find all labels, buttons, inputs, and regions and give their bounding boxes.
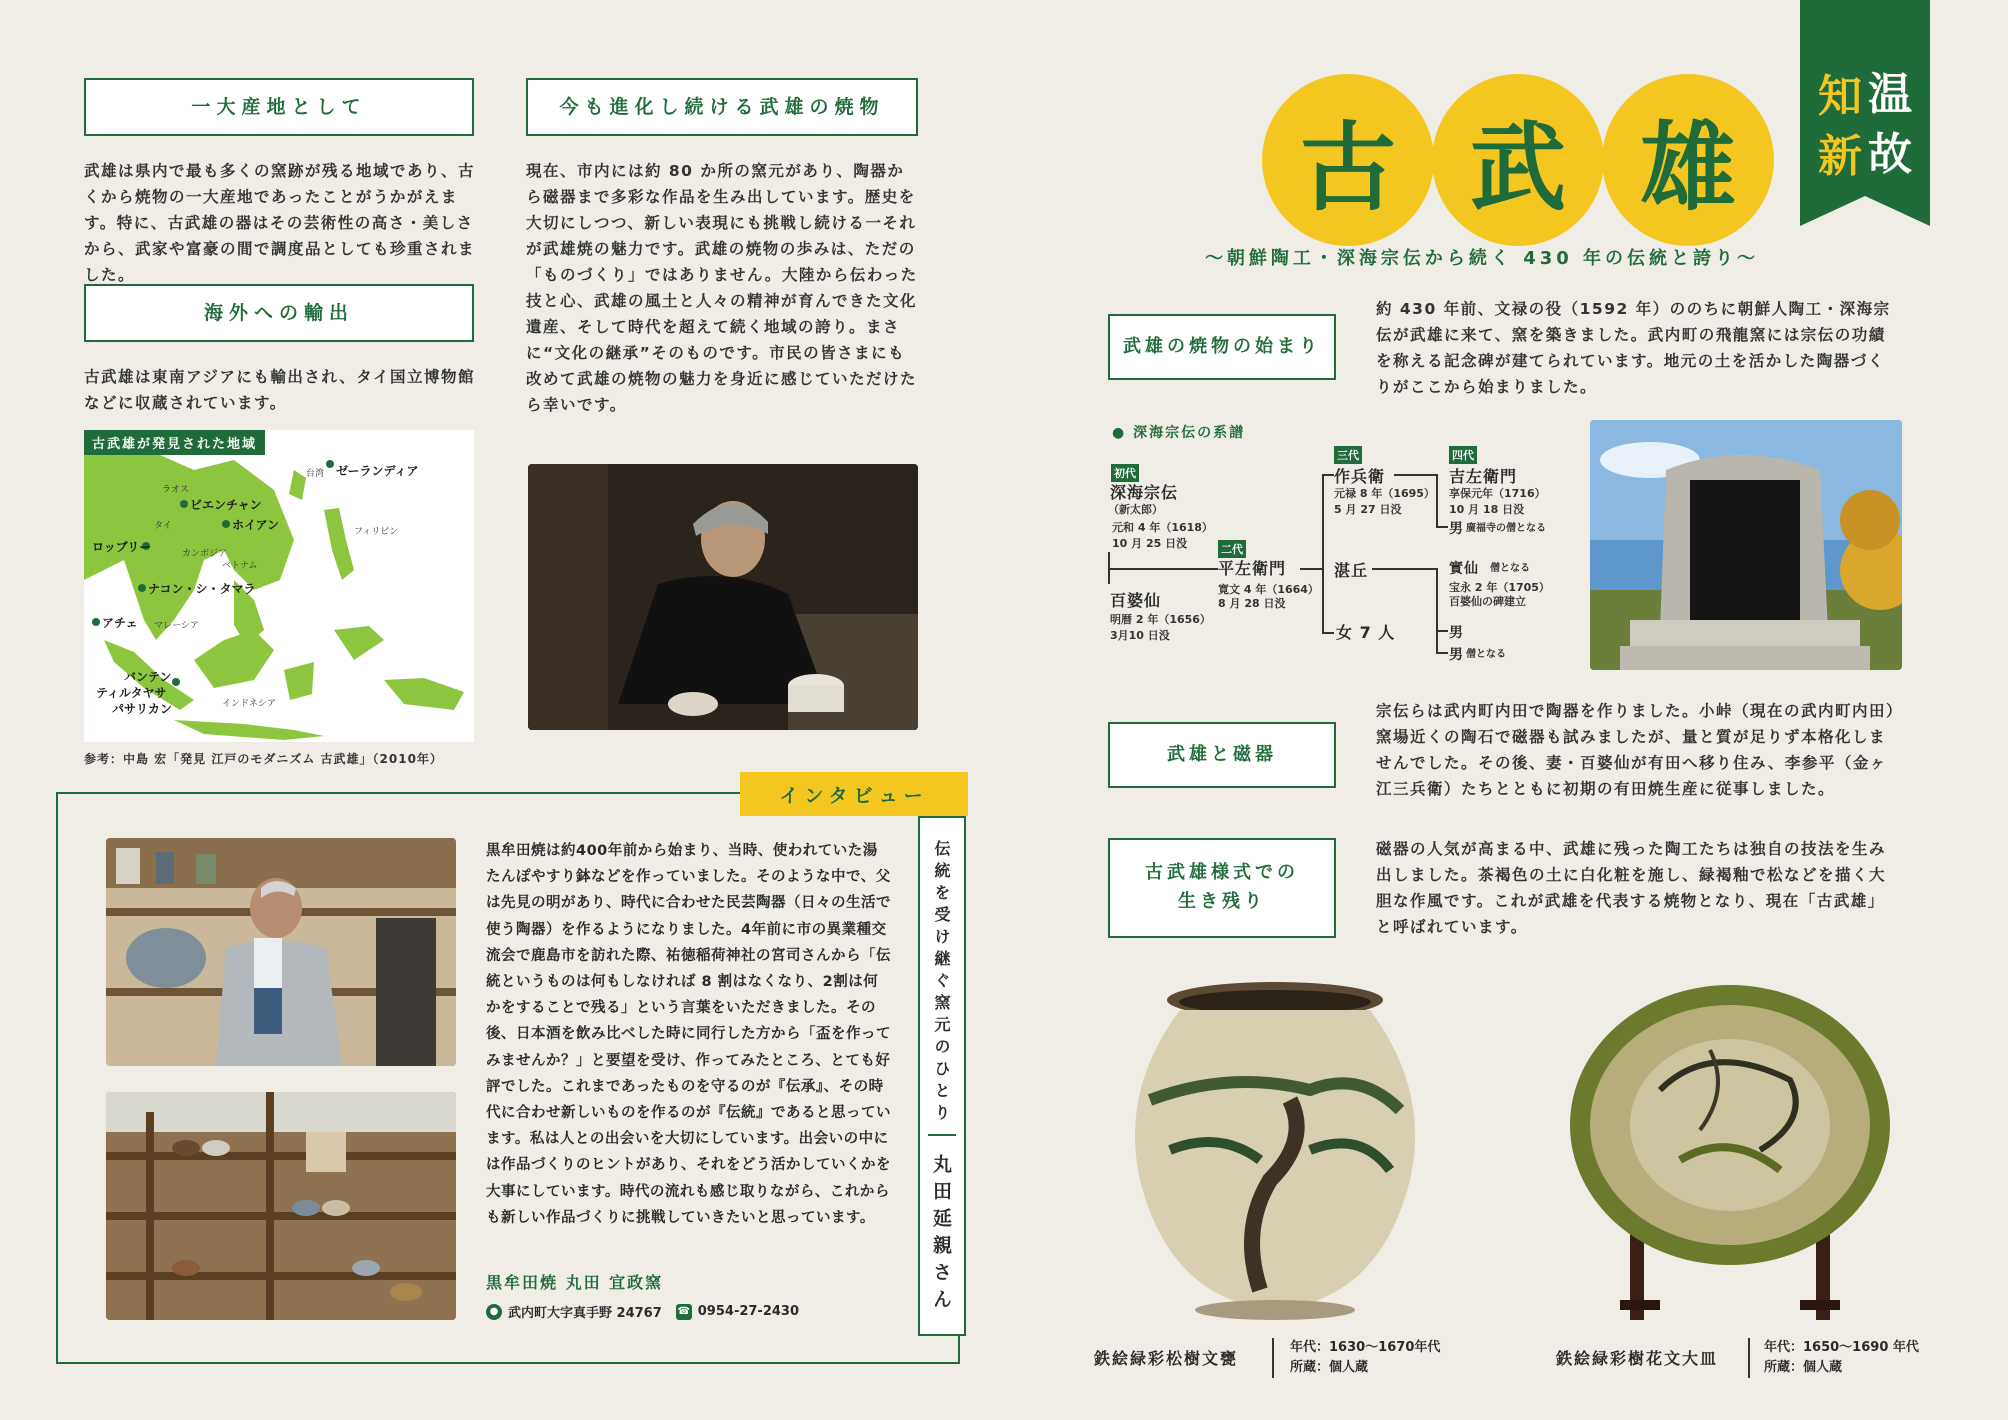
jissen-sub-1: 宝永 2 年（1705） <box>1449 581 1550 594</box>
genealogy-title <box>1112 422 1245 442</box>
badge-char-shin: 新 <box>1818 131 1862 182</box>
kichizaemon-sub-1: 享保元年（1716） <box>1449 487 1546 500</box>
map-label-banten: バンテン <box>124 670 172 684</box>
hyakubasen-sub-1: 明暦 2 年（1656） <box>1110 613 1211 626</box>
map-label-philippines: フィリピン <box>354 527 399 537</box>
tree-line-gen4-v-bottom <box>1436 568 1438 654</box>
badge-char-ko: 故 <box>1868 129 1912 180</box>
section-title-origin: 武雄の焼物の始まり <box>1108 314 1336 380</box>
map-label-zeelandia: ゼーランディア <box>336 464 419 478</box>
potter-photo <box>106 838 456 1066</box>
overseas-export-text: 古武雄は東南アジアにも輸出され、タイ国立博物館などに収蔵されています。 <box>84 368 476 412</box>
dish-graphic <box>1560 980 1900 1325</box>
hyakubasen-sub-2: 3月10 日没 <box>1110 629 1170 642</box>
map-dot-nakhon <box>138 584 146 592</box>
person-hyakubasen: 百婆仙 <box>1110 591 1162 610</box>
person-jissen: 實仙 <box>1449 561 1479 577</box>
pot-caption-owner: 所蔵：個人蔵 <box>1290 1360 1369 1375</box>
map-label-taiwan: 台湾 <box>306 469 325 479</box>
map-dot-hoian <box>222 520 230 528</box>
tree-line-gen4-v-top <box>1436 474 1438 526</box>
map-label-laos: ラオス <box>162 485 189 495</box>
person-otoko-1: 男 <box>1449 521 1464 537</box>
genealogy-bullet: ● <box>1112 425 1127 441</box>
map-label-pasarikan: パサリカン <box>112 702 172 716</box>
kiln-phone: 0954-27-2430 <box>697 1304 800 1319</box>
person-tanku: 湛丘 <box>1334 561 1369 580</box>
tree-line-sakubee-h <box>1394 474 1436 476</box>
gen-label-4: 四代 <box>1449 446 1477 464</box>
tree-line-sakubee <box>1322 474 1334 476</box>
map-label-tirtayasa: ティルタヤサ <box>96 686 167 700</box>
person-otoko-2: 男 <box>1449 625 1464 641</box>
otoko-1-note: 廣福寺の僧となる <box>1466 523 1546 534</box>
heizaemon-sub-1: 寛文 4 年（1664） <box>1218 583 1319 596</box>
side-banner-divider <box>928 1134 956 1136</box>
dish-caption-owner: 所蔵：個人蔵 <box>1764 1360 1843 1375</box>
badge-char-on: 温 <box>1868 69 1912 120</box>
soden-sub-3: 10 月 25 日没 <box>1112 537 1188 550</box>
title-char-2: 武 <box>1432 74 1604 246</box>
pot-image <box>1110 980 1440 1325</box>
pot-caption-divider <box>1272 1338 1274 1378</box>
section-title-major-production: 一大産地として <box>84 78 474 136</box>
otoko-3-note: 僧となる <box>1466 649 1506 660</box>
jissen-note: 僧となる <box>1490 563 1530 574</box>
porcelain-text: 宗伝らは武内町内田で陶器を作りました。小峠（現在の武内町内田）窯場近くの陶石で磁器も試みましたが、量と質が足りず本格化しませんでした。その後、妻・百婆仙が有田へ移り住み、李参平（金ヶ江三兵衛）たちとともに初期の有田焼生産に従事しました。 <box>1376 702 1896 798</box>
title-char-3: 雄 <box>1602 74 1774 246</box>
major-production-text: 武雄は県内で最も多くの窯跡が残る地域であり、古くから焼物の一大産地であったことがうかがえます。特に、古武雄の器はその芸術性の高さ・美しさから、武家や富豪の間で調度品としても珍重されました。 <box>84 162 476 284</box>
pot-graphic <box>1110 980 1440 1325</box>
potter-photo-graphic <box>106 838 456 1066</box>
map-label-thailand: タイ <box>154 521 172 531</box>
evolving-text: 現在、市内には約 80 か所の窯元があり、陶器から磁器まで多彩な作品を生み出しています。歴史を大切にしつつ、新しい表現にも挑戦し続ける一それが武雄焼の魅力です。武雄の焼物の歩みは、ただの「ものづくり」ではありません。大陸から伝わった技と心、武雄の風土と人々の精神が育んできた文化遺産、そして時代を超えて続く地域の誇り。まさに“文化の継承”そのものです。市民の皆さまにも改めて武雄の焼物の魅力を身近に感じていただけたら幸いです。 <box>526 162 918 414</box>
tree-line-tanku-h <box>1372 568 1436 570</box>
interview-side-name: 丸田延親さん <box>930 1154 952 1316</box>
tree-line-onna <box>1322 632 1334 634</box>
map-label-indonesia: インドネシア <box>222 699 276 709</box>
interview-label: インタビュー <box>740 772 968 816</box>
monument-photo <box>1590 420 1902 670</box>
gen-label-1: 初代 <box>1111 464 1139 482</box>
title-char-1: 古 <box>1262 74 1434 246</box>
tree-line-marriage <box>1108 568 1218 570</box>
person-heizaemon: 平左衛門 <box>1218 559 1287 578</box>
map-label-vientiane: ビエンチャン <box>190 498 262 512</box>
tree-line-otoko3 <box>1436 652 1448 654</box>
map-title: 古武雄が発見された地域 <box>84 430 265 455</box>
map-dot-banten <box>172 678 180 686</box>
dish-caption-divider <box>1748 1338 1750 1378</box>
dish-caption-era: 年代：1650～1690 年代 <box>1764 1340 1919 1355</box>
tree-line-otoko2 <box>1436 630 1448 632</box>
survival-text: 磁器の人気が高まる中、武雄に残った陶工たちは独自の技法を生み出しました。茶褐色の土に白化粧を施し、緑褐釉で松などを描く大胆な作風です。これが武雄を代表する焼物となり、現在「古武雄」と呼ばれています。 <box>1376 840 1887 936</box>
section-title-survival: 古武雄様式での生き残り <box>1108 838 1336 938</box>
pot-caption-name: 鉄絵緑彩松樹文甕 <box>1094 1349 1239 1368</box>
monument-photo-graphic <box>1590 420 1902 670</box>
badge-char-chi: 知 <box>1818 71 1862 122</box>
section-title-evolving: 今も進化し続ける武雄の焼物 <box>526 78 918 136</box>
person-soden: 深海宗伝 <box>1110 483 1179 502</box>
shop-photo <box>106 1092 456 1320</box>
dish-image <box>1560 980 1900 1325</box>
tree-line-otoko1 <box>1436 526 1448 528</box>
map-label-nakhon: ナコン・シ・タマラ <box>148 582 256 596</box>
map-dot-aceh <box>92 618 100 626</box>
shop-photo-graphic <box>106 1092 456 1320</box>
person-kichizaemon: 吉左衛門 <box>1449 467 1518 486</box>
ribbon-badge <box>1800 0 1930 226</box>
sakubee-sub-1: 元禄 8 年（1695） <box>1334 487 1435 500</box>
kichizaemon-sub-2: 10 月 18 日没 <box>1449 503 1525 516</box>
location-pin-icon: ● <box>486 1304 502 1320</box>
soden-sub-1: （新太郎） <box>1108 503 1163 516</box>
origin-text: 約 430 年前、文禄の役（1592 年）ののちに朝鮮人陶工・深海宗伝が武雄に来て、窯を築きました。武内町の飛龍窯には宗伝の功績を称える記念碑が建てられています。地元の土を活かした陶器づくりがここから始まりました。 <box>1376 300 1891 396</box>
interview-side-title: 伝統を受け継ぐ窯元のひとり <box>932 840 951 1126</box>
reference-note: 参考：中島 宏「発見 江戸のモダニズム 古武雄」（2010年） <box>84 752 443 766</box>
section-title-overseas-export: 海外への輸出 <box>84 284 474 342</box>
artisan-photo <box>528 464 918 730</box>
map-label-hoian: ホイアン <box>232 518 280 532</box>
interview-side-banner <box>918 816 966 1336</box>
person-onna: 女 7 人 <box>1336 623 1396 642</box>
map-label-vietnam: ベトナム <box>222 561 258 571</box>
genealogy-title-text: 深海宗伝の系譜 <box>1133 425 1246 441</box>
kiln-contact <box>486 1302 799 1321</box>
kiln-address: 武内町大字真手野 24767 <box>508 1306 662 1321</box>
section-title-porcelain: 武雄と磁器 <box>1108 722 1336 788</box>
discovery-map <box>84 430 474 742</box>
map-label-aceh: アチェ <box>102 616 138 630</box>
heizaemon-sub-2: 8 月 28 日没 <box>1218 597 1286 610</box>
pot-caption-era: 年代：1630～1670年代 <box>1290 1340 1441 1355</box>
person-sakubee: 作兵衛 <box>1334 467 1386 486</box>
map-label-malaysia: マレーシア <box>154 621 199 631</box>
map-dot-vientiane <box>180 500 188 508</box>
map-label-cambodia: カンボジア <box>182 549 228 559</box>
sakubee-sub-2: 5 月 27 日没 <box>1334 503 1402 516</box>
soden-sub-2: 元和 4 年（1618） <box>1112 521 1213 534</box>
jissen-sub-2: 百婆仙の碑建立 <box>1449 595 1526 608</box>
tree-line-gen2-h <box>1300 568 1322 570</box>
map-label-lopburi: ロッブリー <box>92 540 152 554</box>
kiln-name: 黒牟田焼 丸田 宜政窯 <box>486 1273 664 1292</box>
phone-icon: ☎ <box>676 1304 692 1320</box>
artisan-photo-graphic <box>528 464 918 730</box>
dish-caption-name: 鉄絵緑彩樹花文大皿 <box>1556 1349 1719 1368</box>
interview-text: 黒牟田焼は約400年前から始まり、当時、使われていた湯たんぽやすり鉢などを作っていました。そのような中で、父は先見の明があり、時代に合わせた民芸陶器（日々の生活で使う陶器）を作るようになりました。4年前に市の異業種交流会で鹿島市を訪れた際、祐徳稲荷神社の宮司さんから「伝統というものは何もしなければ 8 割はなくなり、2割は何かをすることで残る」という言葉をいただきました。その後、日本酒を飲み比べした時に同行した方から「盃を作ってみませんか？」と要望を受け、作ってみたところ、とても好評でした。これまであったものを守るのが『伝承』、その時代に合わせ新しいものを作るのが『伝統』であると思っています。私は人との出会いを大切にしています。出会いの中には作品づくりのヒントがあり、それをどう活かしていくかを大事にしています。時代の流れも感じ取りながら、これからも新しい作品づくりに挑戦していきたいと思っています。 <box>486 843 891 1226</box>
tree-line-gen3-v <box>1322 474 1324 634</box>
gen-label-3: 三代 <box>1334 446 1362 464</box>
map-dot-zeelandia <box>326 460 334 468</box>
gen-label-2: 二代 <box>1218 540 1246 558</box>
page-subtitle: ～朝鮮陶工・深海宗伝から続く 430 年の伝統と誇り～ <box>1204 248 1760 269</box>
person-otoko-3: 男 <box>1449 647 1464 663</box>
